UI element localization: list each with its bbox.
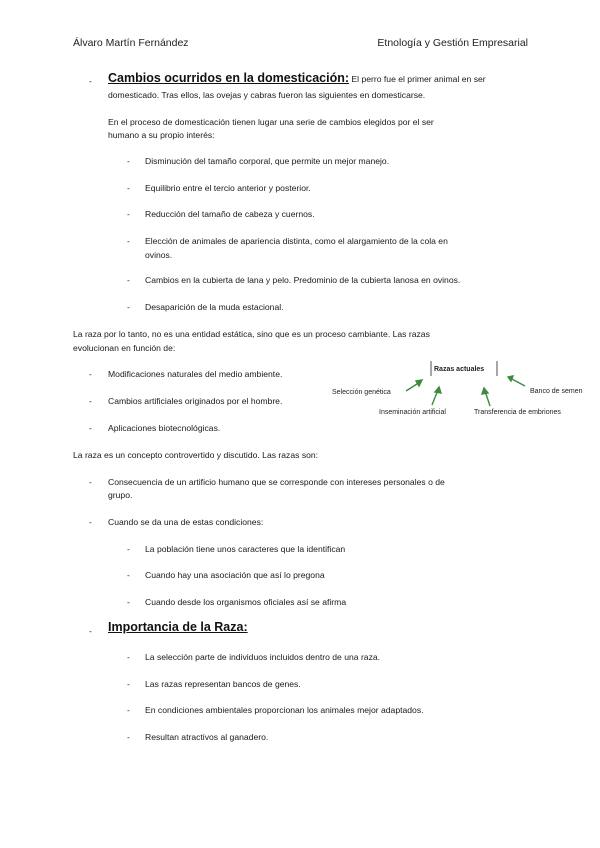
list-item: Reducción del tamaño de cabeza y cuernos. xyxy=(145,209,315,219)
section1-intro-line2: domesticado. Tras ellos, las ovejas y cabras fueron las siguientes en domesticarse. xyxy=(108,90,426,100)
list-item-dash: - xyxy=(89,423,92,433)
list-item-dash: - xyxy=(127,705,130,715)
list-item: Cuando se da una de estas condiciones: xyxy=(108,517,264,527)
arrow-left-head-icon xyxy=(416,380,422,386)
list-item-dash: - xyxy=(127,183,130,193)
list-item-dash: - xyxy=(127,302,130,312)
diagram-left-label: Selección genética xyxy=(332,389,391,396)
list-item: Resultan atractivos al ganadero. xyxy=(145,732,269,742)
list-item-dash: - xyxy=(127,544,130,554)
list-item-dash: - xyxy=(89,517,92,527)
section1-paragraph-line1: En el proceso de domesticación tienen lugar una serie de cambios elegidos por el ser xyxy=(108,117,434,127)
arrow-bottom-left-head-icon xyxy=(435,387,441,393)
diagram-bottom-left-label: Inseminación artificial xyxy=(379,409,446,416)
list-item: Equilibrio entre el tercio anterior y posterior. xyxy=(145,183,311,193)
list-item: Cambios artificiales originados por el hombre. xyxy=(108,396,283,406)
header-author: Álvaro Martín Fernández xyxy=(73,37,189,49)
list-item-dash: - xyxy=(89,396,92,406)
list-item: En condiciones ambientales proporcionan los animales mejor adaptados. xyxy=(145,705,424,715)
section1-bullet: - xyxy=(89,76,92,86)
section1-title: Cambios ocurridos en la domesticación: xyxy=(108,71,350,85)
list-item: Consecuencia de un artificio humano que se corresponde con intereses personales o de xyxy=(108,477,445,487)
arrow-bottom-right-head-icon xyxy=(482,388,488,394)
list-item-dash: - xyxy=(127,275,130,285)
diagram-center-label: Razas actuales xyxy=(434,366,485,373)
list-item: Cuando desde los organismos oficiales así se afirma xyxy=(145,597,347,607)
list-item-continuation: grupo. xyxy=(108,490,133,500)
list-item: Elección de animales de apariencia distinta, como el alargamiento de la cola en xyxy=(145,236,448,246)
list-item-dash: - xyxy=(127,156,130,166)
list-item-dash: - xyxy=(127,732,130,742)
list-item-dash: - xyxy=(89,369,92,379)
section1-heading-line xyxy=(108,71,486,86)
arrow-right-head-icon xyxy=(508,376,513,381)
list-item: Cambios en la cubierta de lana y pelo. Predominio de la cubierta lanosa en ovinos. xyxy=(145,275,461,285)
header-subject: Etnología y Gestión Empresarial xyxy=(377,37,528,49)
list-item-dash: - xyxy=(127,597,130,607)
list-item-dash: - xyxy=(127,570,130,580)
raza-paragraph-line1: La raza por lo tanto, no es una entidad estática, sino que es un proceso cambiante. Las razas xyxy=(73,329,430,339)
section1-intro: El perro fue el primer animal en ser xyxy=(351,74,486,84)
section2-title: Importancia de la Raza: xyxy=(108,620,248,634)
list-item-dash: - xyxy=(127,209,130,219)
list-item-dash: - xyxy=(127,679,130,689)
list-item-dash: - xyxy=(127,652,130,662)
list-item: Desaparición de la muda estacional. xyxy=(145,302,284,312)
razas-diagram xyxy=(322,358,600,422)
section1-paragraph-line2: humano a su propio interés: xyxy=(108,130,215,140)
list-item-dash: - xyxy=(127,236,130,246)
list-item: Las razas representan bancos de genes. xyxy=(145,679,301,689)
diagram-right-label: Banco de semen xyxy=(530,388,583,395)
concepto-paragraph: La raza es un concepto controvertido y discutido. Las razas son: xyxy=(73,450,319,460)
list-item-continuation: ovinos. xyxy=(145,250,173,260)
list-item: Cuando hay una asociación que así lo pregona xyxy=(145,570,325,580)
list-item: La selección parte de individuos incluidos dentro de una raza. xyxy=(145,652,381,662)
diagram-arrows xyxy=(406,376,525,406)
list-item: Modificaciones naturales del medio ambiente. xyxy=(108,369,283,379)
raza-paragraph-line2: evolucionan en función de: xyxy=(73,343,176,353)
list-item: Aplicaciones biotecnológicas. xyxy=(108,423,221,433)
section2-heading-line xyxy=(108,620,248,635)
list-item-dash: - xyxy=(89,477,92,487)
list-item: La población tiene unos caracteres que la identifican xyxy=(145,544,346,554)
diagram-bottom-right-label: Transferencia de embriones xyxy=(474,409,561,416)
list-item: Disminución del tamaño corporal, que permite un mejor manejo. xyxy=(145,156,390,166)
section2-bullet: - xyxy=(89,626,92,636)
